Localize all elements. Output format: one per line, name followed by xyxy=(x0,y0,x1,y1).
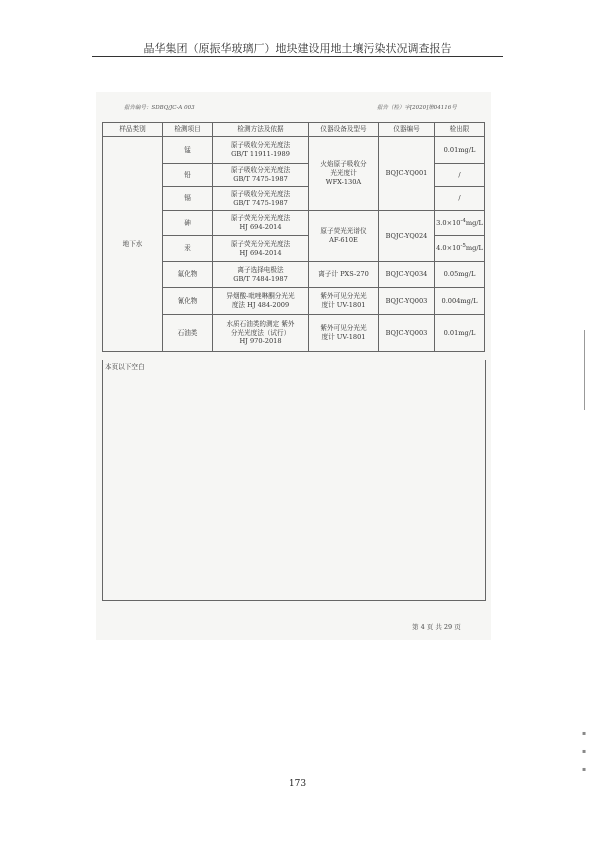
report-header-title: 晶华集团（原振华玻璃厂）地块建设用地土壤污染状况调查报告 xyxy=(143,42,452,55)
limit-unit: mg/L xyxy=(465,219,483,228)
instrument-line: 火焰原子吸收分 xyxy=(320,160,367,169)
item-cell: 铅 xyxy=(163,164,213,187)
blank-note: 本页以下空白 xyxy=(105,363,145,371)
instrument-line: 紫外可见分光光 xyxy=(320,292,367,301)
instrument-id-cell: BQJC-YQ034 xyxy=(379,262,435,288)
item-cell: 汞 xyxy=(163,236,213,262)
limit-base: 3.0×10 xyxy=(436,219,461,228)
method-line: 水质石油类的测定 紫外 xyxy=(226,319,295,328)
method-cell xyxy=(213,187,309,211)
method-cell xyxy=(213,137,309,164)
instrument-id-cell: BQJC-YQ024 xyxy=(379,211,435,262)
method-cell xyxy=(213,236,309,262)
instrument-id-cell: BQJC-YQ001 xyxy=(379,137,435,211)
margin-scan-mark: ▪ xyxy=(582,766,587,773)
method-line: 原子荧光分光光度法 xyxy=(230,239,291,248)
sample-category-cell: 地下水 xyxy=(103,137,163,352)
limit-cell: 0.01mg/L xyxy=(435,137,485,164)
header-divider xyxy=(92,56,503,57)
item-cell: 砷 xyxy=(163,211,213,236)
method-cell xyxy=(213,164,309,187)
report-code: 报告编号：SDBQ/JC-A 003 xyxy=(124,105,195,111)
col-header: 样品类别 xyxy=(103,123,163,137)
method-line: 原子荧光分光光度法 xyxy=(230,214,291,223)
col-header: 仪器设备及型号 xyxy=(309,123,379,137)
method-line: HJ 694-2014 xyxy=(239,223,282,231)
margin-scan-mark: ▪ xyxy=(582,748,587,755)
instrument-line: 原子荧光光谱仪 xyxy=(320,227,367,236)
instrument-cell xyxy=(309,211,379,262)
limit-cell: 0.01mg/L xyxy=(435,315,485,352)
limit-unit: mg/L xyxy=(465,244,483,253)
table-row xyxy=(103,137,485,164)
instrument-cell xyxy=(309,288,379,315)
method-line: GB/T 11911-1989 xyxy=(231,150,290,158)
limit-cell xyxy=(435,236,485,262)
method-line: GB/T 7484-1987 xyxy=(233,274,288,283)
method-line: 度法 HJ 484-2009 xyxy=(231,301,290,309)
method-cell xyxy=(213,262,309,288)
blank-area xyxy=(102,360,486,601)
item-cell: 氟化物 xyxy=(163,262,213,288)
instrument-cell xyxy=(309,137,379,211)
instrument-line: 光光度计 xyxy=(330,169,357,178)
page-number: 173 xyxy=(288,779,307,789)
instrument-cell: 离子计 PXS-270 xyxy=(309,262,379,288)
report-number: 报告（检）字[2020]第04116号 xyxy=(377,105,457,111)
instrument-id-cell: BQJC-YQ003 xyxy=(379,288,435,315)
method-line: 原子吸收分光光度法 xyxy=(230,141,291,150)
instrument-cell xyxy=(309,315,379,352)
limit-cell xyxy=(435,211,485,236)
instrument-line: AF-610E xyxy=(329,236,358,244)
limit-exponent: -5 xyxy=(460,243,466,250)
method-line: 原子吸收分光光度法 xyxy=(230,166,291,175)
col-header: 检出限 xyxy=(435,123,485,137)
method-line: HJ 694-2014 xyxy=(239,248,282,257)
instrument-line: 度计 UV-1801 xyxy=(321,333,366,341)
limit-base: 4.0×10 xyxy=(436,244,461,253)
item-cell: 镉 xyxy=(163,187,213,211)
margin-binding-mark xyxy=(584,330,588,410)
instrument-line: 紫外可见分光光 xyxy=(320,324,367,333)
method-line: 分光光度法（试行） xyxy=(230,328,291,337)
method-cell xyxy=(213,288,309,315)
item-cell: 氰化物 xyxy=(163,288,213,315)
table-header-row xyxy=(103,123,485,137)
method-line: GB/T 7475-1987 xyxy=(233,175,288,183)
method-line: 离子选择电极法 xyxy=(237,265,284,274)
instrument-line: 度计 UV-1801 xyxy=(321,301,366,309)
col-header: 仪器编号 xyxy=(379,123,435,137)
method-line: 原子吸收分光光度法 xyxy=(230,189,291,198)
limit-cell: / xyxy=(435,187,485,211)
method-line: 异烟酸-吡唑啉酮分光光 xyxy=(226,292,295,301)
method-cell xyxy=(213,315,309,352)
margin-scan-mark: ▪ xyxy=(582,730,587,737)
instrument-line: WFX-130A xyxy=(325,177,362,186)
col-header: 检测项目 xyxy=(163,123,213,137)
limit-exponent: -4 xyxy=(460,217,466,224)
col-header: 检测方法及依据 xyxy=(213,123,309,137)
limit-cell: 0.05mg/L xyxy=(435,262,485,288)
method-line: HJ 970-2018 xyxy=(239,337,282,346)
item-cell: 锰 xyxy=(163,137,213,164)
page-count: 第 4 页 共 29 页 xyxy=(412,623,461,631)
item-cell: 石油类 xyxy=(163,315,213,352)
limit-cell: 0.004mg/L xyxy=(435,288,485,315)
method-line: GB/T 7475-1987 xyxy=(233,198,288,207)
instrument-id-cell: BQJC-YQ003 xyxy=(379,315,435,352)
test-method-table xyxy=(102,122,485,352)
limit-cell: / xyxy=(435,164,485,187)
method-cell xyxy=(213,211,309,236)
